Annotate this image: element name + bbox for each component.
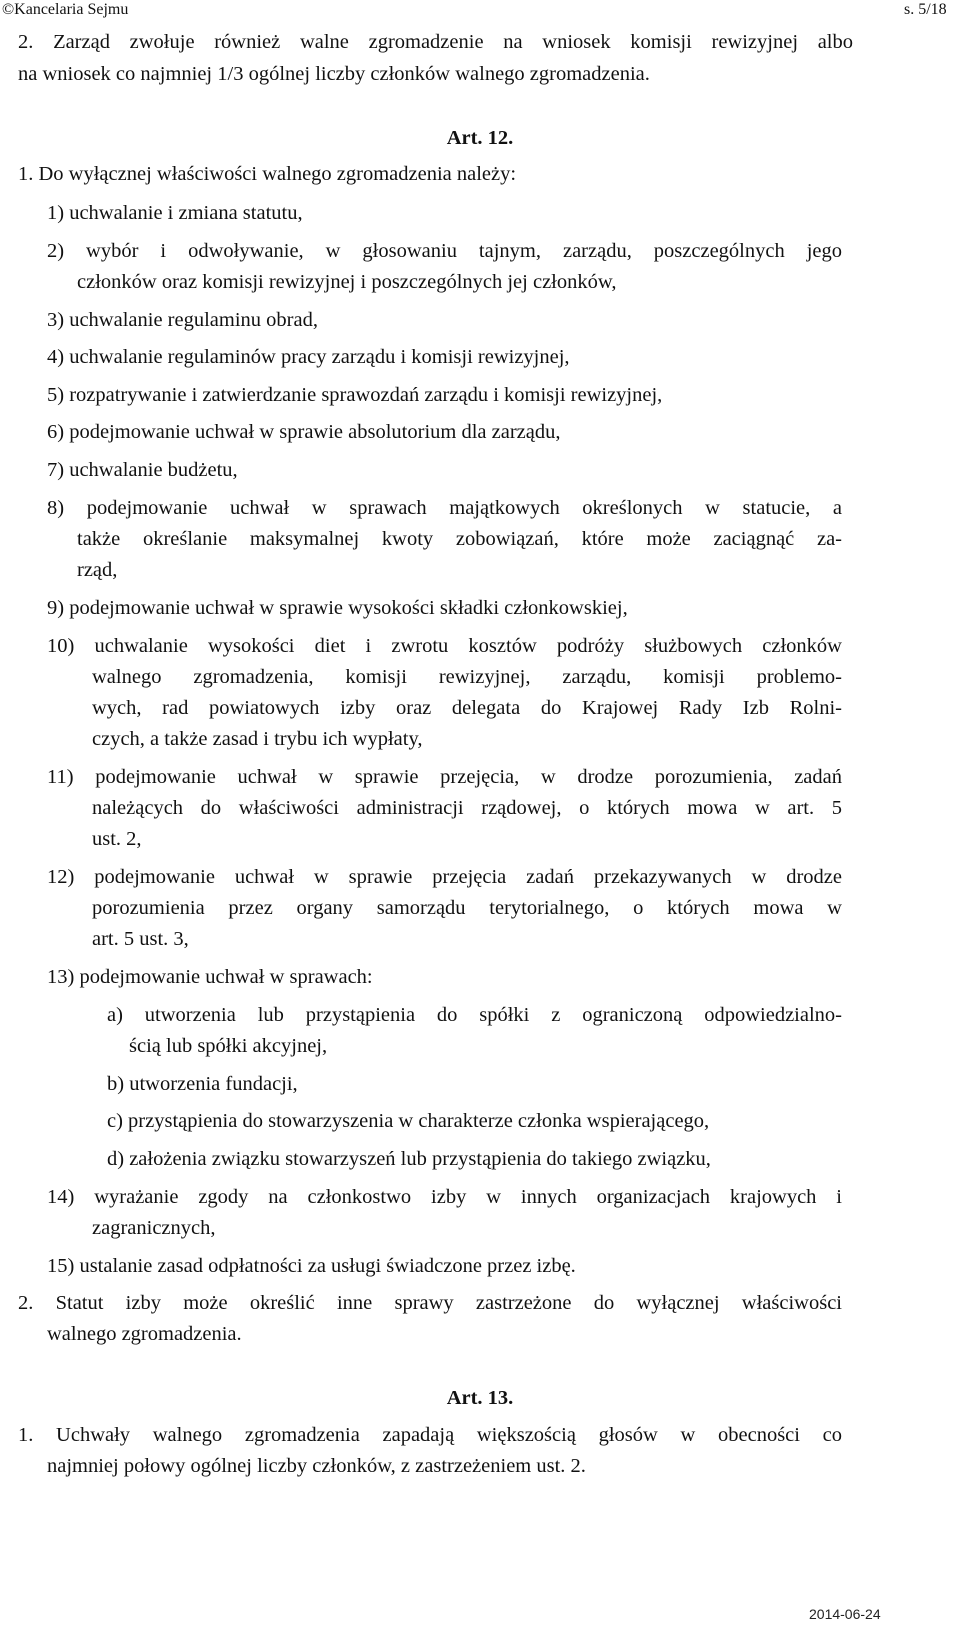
- document-line: rząd,: [77, 559, 118, 581]
- document-line: 10) uchwalanie wysokości diet i zwrotu kosztów podróży służbowych członków: [47, 635, 842, 657]
- document-line: najmniej połowy ogólnej liczby członków, z zastrzeżeniem ust. 2.: [47, 1455, 586, 1477]
- document-line: 2. Zarząd zwołuje również walne zgromadzenie na wniosek komisji rewizyjnej albo: [18, 31, 853, 53]
- document-line: należących do właściwości administracji rządowej, o których mowa w art. 5: [92, 797, 842, 819]
- document-line: 8) podejmowanie uchwał w sprawach majątkowych określonych w statucie, a: [47, 497, 842, 519]
- document-line: b) utworzenia fundacji,: [107, 1073, 298, 1095]
- document-line: zagranicznych,: [92, 1217, 216, 1239]
- document-line: c) przystąpienia do stowarzyszenia w charakterze członka wspierającego,: [107, 1110, 710, 1132]
- document-line: 1) uchwalanie i zmiana statutu,: [47, 202, 303, 224]
- article-heading: Art. 13.: [446, 1387, 514, 1409]
- footer-date: 2014-06-24: [809, 1606, 881, 1622]
- document-line: d) założenia związku stowarzyszeń lub przystąpienia do takiego związku,: [107, 1148, 711, 1170]
- document-line: ust. 2,: [92, 828, 142, 850]
- header-page-number: s. 5/18: [904, 1, 947, 18]
- article-heading: Art. 12.: [446, 127, 514, 149]
- document-line: a) utworzenia lub przystąpienia do spółki z ograniczoną odpowiedzialno-: [107, 1004, 842, 1026]
- document-line: 6) podejmowanie uchwał w sprawie absolutorium dla zarządu,: [47, 421, 561, 443]
- document-line: 11) podejmowanie uchwał w sprawie przejęcia, w drodze porozumienia, zadań: [47, 766, 842, 788]
- document-line: 3) uchwalanie regulaminu obrad,: [47, 309, 318, 331]
- document-line: na wniosek co najmniej 1/3 ogólnej liczby członków walnego zgromadzenia.: [18, 63, 650, 85]
- document-line: także określanie maksymalnej kwoty zobowiązań, które może zaciągnąć za-: [77, 528, 842, 550]
- header-source: ©Kancelaria Sejmu: [2, 1, 129, 18]
- document-line: 1. Do wyłącznej właściwości walnego zgromadzenia należy:: [18, 163, 517, 185]
- document-line: 4) uchwalanie regulaminów pracy zarządu i komisji rewizyjnej,: [47, 346, 570, 368]
- document-line: członków oraz komisji rewizyjnej i poszczególnych jej członków,: [77, 271, 617, 293]
- document-line: 14) wyrażanie zgody na członkostwo izby w innych organizacjach krajowych i: [47, 1186, 842, 1208]
- document-line: 13) podejmowanie uchwał w sprawach:: [47, 966, 373, 988]
- document-line: 15) ustalanie zasad odpłatności za usługi świadczone przez izbę.: [47, 1255, 576, 1277]
- page-header: [0, 0, 960, 22]
- document-line: art. 5 ust. 3,: [92, 928, 189, 950]
- document-line: 2. Statut izby może określić inne sprawy zastrzeżone do wyłącznej właściwości: [18, 1292, 842, 1314]
- document-line: wych, rad powiatowych izby oraz delegata do Krajowej Rady Izb Rolni-: [92, 697, 842, 719]
- document-line: ścią lub spółki akcyjnej,: [129, 1035, 328, 1057]
- document-line: 9) podejmowanie uchwał w sprawie wysokości składki członkowskiej,: [47, 597, 628, 619]
- document-line: walnego zgromadzenia.: [47, 1323, 242, 1345]
- document-line: 7) uchwalanie budżetu,: [47, 459, 238, 481]
- document-line: 12) podejmowanie uchwał w sprawie przejęcia zadań przekazywanych w drodze: [47, 866, 842, 888]
- document-line: 5) rozpatrywanie i zatwierdzanie sprawozdań zarządu i komisji rewizyjnej,: [47, 384, 663, 406]
- document-line: 2) wybór i odwoływanie, w głosowaniu tajnym, zarządu, poszczególnych jego: [47, 240, 842, 262]
- document-line: porozumienia przez organy samorządu terytorialnego, o których mowa w: [92, 897, 842, 919]
- document-line: czych, a także zasad i trybu ich wypłaty,: [92, 728, 423, 750]
- document-line: walnego zgromadzenia, komisji rewizyjnej, zarządu, komisji problemo-: [92, 666, 842, 688]
- document-line: 1. Uchwały walnego zgromadzenia zapadają większością głosów w obecności co: [18, 1424, 842, 1446]
